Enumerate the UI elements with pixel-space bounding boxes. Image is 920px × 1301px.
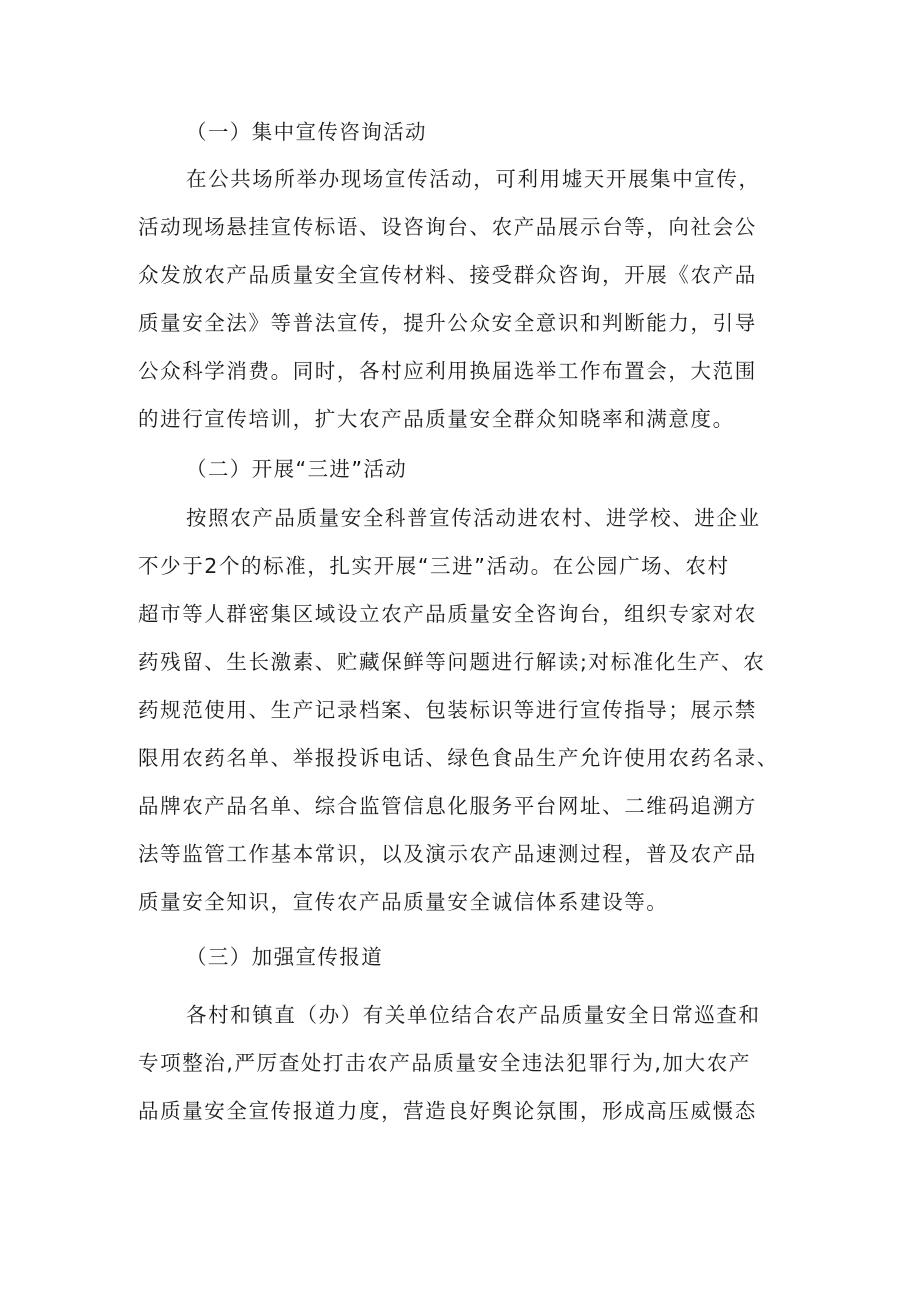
section-2-line-1: 按照农产品质量安全科普宣传活动进农村、进学校、进企业 bbox=[186, 506, 761, 530]
section-1-line-4: 质量安全法》等普法宣传，提升公众安全意识和判断能力，引导 bbox=[138, 311, 757, 335]
section-2-line-6: 限用农药名单、举报投诉电话、绿色食品生产允许使用农药名录、 bbox=[138, 746, 779, 770]
section-2-line-9: 质量安全知识，宣传农产品质量安全诚信体系建设等。 bbox=[138, 890, 669, 914]
section-3-line-2: 专项整治,严厉查处打击农产品质量安全违法犯罪行为,加大农产 bbox=[138, 1051, 751, 1075]
section-3-line-1: 各村和镇直（办）有关单位结合农产品质量安全日常巡查和 bbox=[186, 1003, 761, 1027]
section-2-line-4: 药残留、生长激素、贮藏保鲜等问题进行解读;对标准化生产、农 bbox=[138, 650, 766, 674]
section-1-line-3: 众发放农产品质量安全宣传材料、接受群众咨询，开展《农产品 bbox=[138, 263, 757, 287]
section-1-line-6: 的进行宣传培训，扩大农产品质量安全群众知晓率和满意度。 bbox=[138, 407, 735, 431]
section-2-line-3: 超市等人群密集区域设立农产品质量安全咨询台，组织专家对农 bbox=[138, 602, 757, 626]
section-1-line-2: 活动现场悬挂宣传标语、设咨询台、农产品展示台等，向社会公 bbox=[138, 215, 757, 239]
section-3-heading: （三）加强宣传报道 bbox=[186, 945, 384, 969]
section-1-line-5: 公众科学消费。同时，各村应利用换届选举工作布置会，大范围 bbox=[138, 359, 757, 383]
section-3-line-3: 品质量安全宣传报道力度，营造良好舆论氛围，形成高压威慑态 bbox=[138, 1099, 757, 1123]
section-2-line-7: 品牌农产品名单、综合监管信息化服务平台网址、二维码追溯方 bbox=[138, 794, 757, 818]
section-2-line-5: 药规范使用、生产记录档案、包装标识等进行宣传指导；展示禁 bbox=[138, 698, 757, 722]
section-1-heading: （一）集中宣传咨询活动 bbox=[186, 120, 427, 144]
section-1-line-1: 在公共场所举办现场宣传活动，可利用墟天开展集中宣传， bbox=[186, 167, 761, 191]
section-2-heading: （二）开展“三进”活动 bbox=[186, 457, 408, 481]
section-2-line-2: 不少于2个的标准，扎实开展“三进”活动。在公园广场、农村 bbox=[138, 554, 730, 578]
section-2-line-8: 法等监管工作基本常识，以及演示农产品速测过程，普及农产品 bbox=[138, 842, 757, 866]
